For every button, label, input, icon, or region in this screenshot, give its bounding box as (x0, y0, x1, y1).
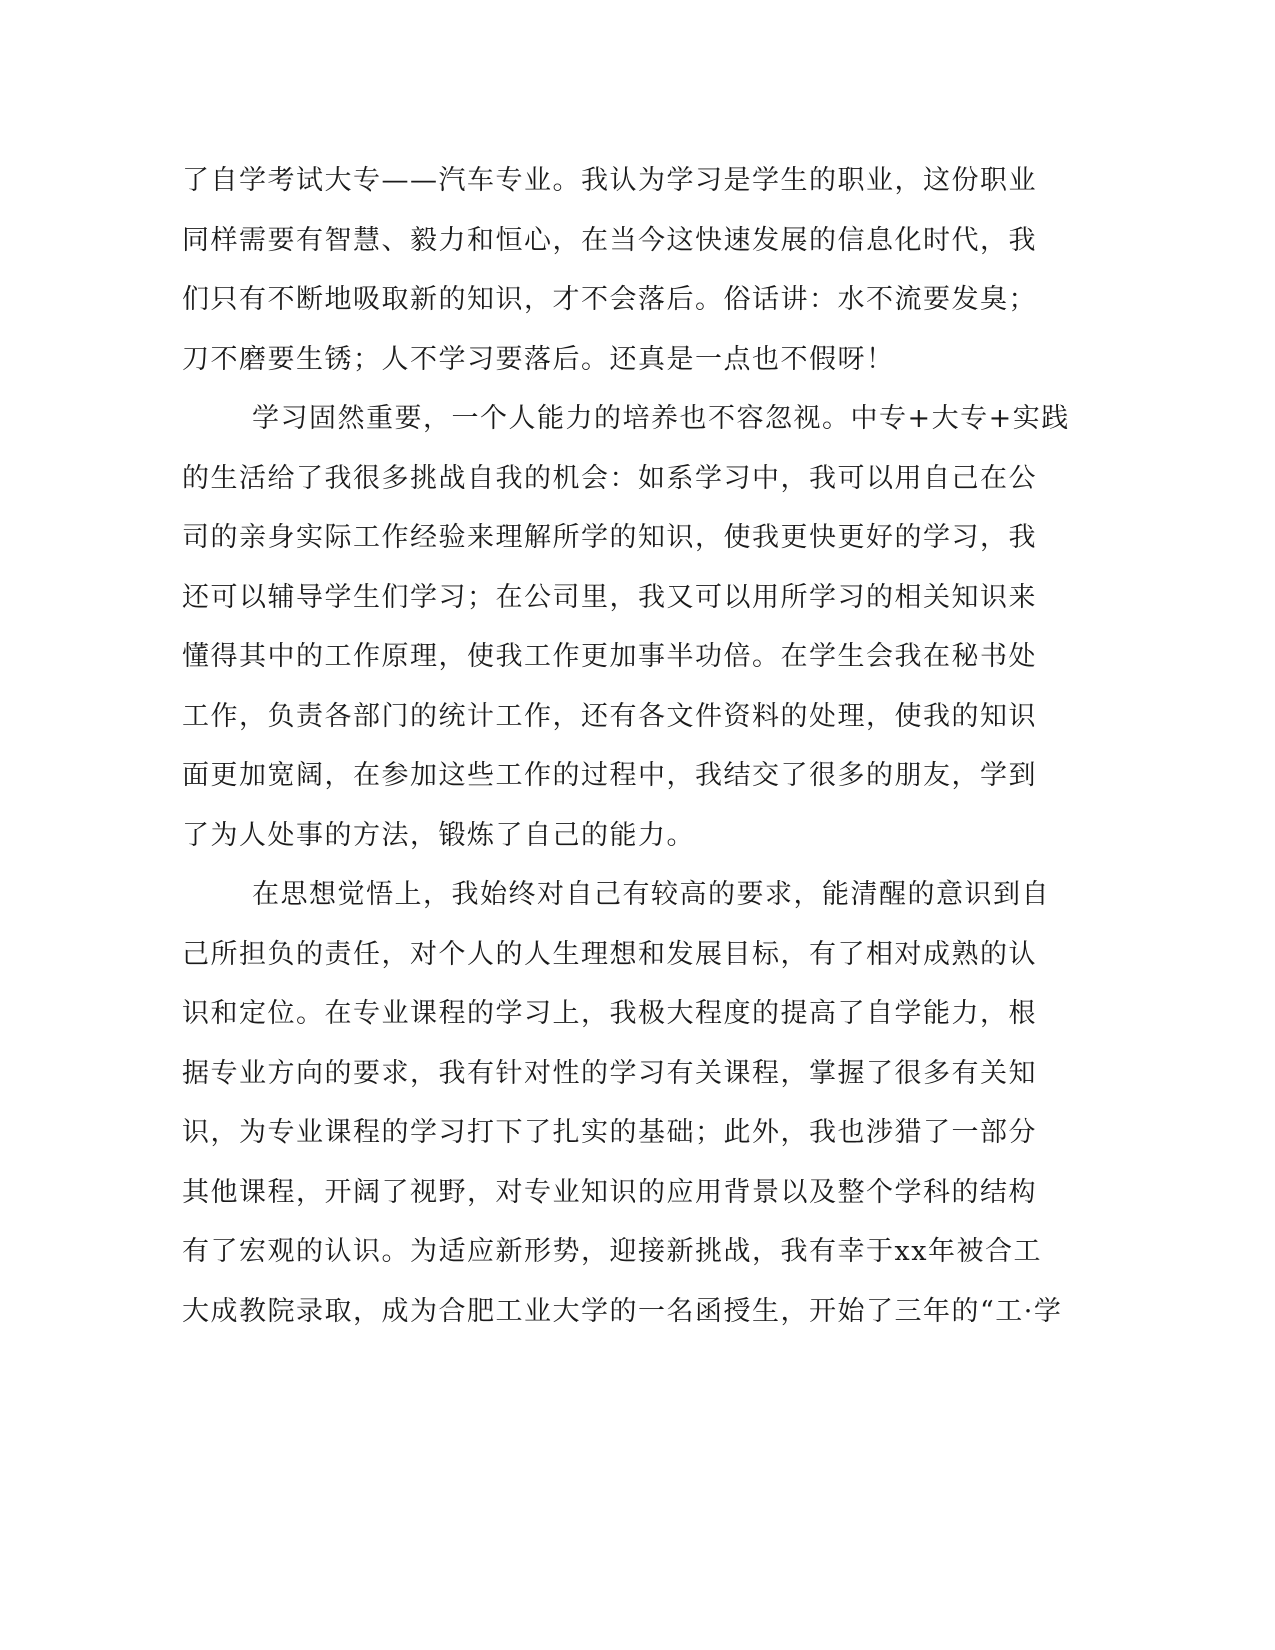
text-line: 己所担负的责任，对个人的人生理想和发展目标，有了相对成熟的认 (182, 938, 1037, 970)
text-line: 工作，负责各部门的统计工作，还有各文件资料的处理，使我的知识 (182, 700, 1037, 732)
text-line: 识和定位。在专业课程的学习上，我极大程度的提高了自学能力，根 (182, 998, 1037, 1029)
paragraph-first-line: 学习固然重要，一个人能力的培养也不容忽视。中专+大专+实践 (252, 403, 1070, 434)
text-line: 同样需要有智慧、毅力和恒心，在当今这快速发展的信息化时代，我 (182, 224, 1037, 256)
text-line: 司的亲身实际工作经验来理解所学的知识，使我更快更好的学习，我 (182, 522, 1037, 553)
text-line: 懂得其中的工作原理，使我工作更加事半功倍。在学生会我在秘书处 (182, 641, 1037, 672)
text-line: 刀不磨要生锈；人不学习要落后。还真是一点也不假呀！ (182, 343, 895, 375)
text-line: 了自学考试大专——汽车专业。我认为学习是学生的职业，这份职业 (182, 165, 1037, 196)
text-line: 面更加宽阔，在参加这些工作的过程中，我结交了很多的朋友，学到 (182, 760, 1037, 791)
text-line: 还可以辅导学生们学习；在公司里，我又可以用所学习的相关知识来 (182, 581, 1037, 613)
text-line: 据专业方向的要求，我有针对性的学习有关课程，掌握了很多有关知 (182, 1057, 1037, 1089)
text-line: 的生活给了我很多挑战自我的机会：如系学习中，我可以用自己在公 (182, 462, 1037, 494)
text-line: 大成教院录取，成为合肥工业大学的一名函授生，开始了三年的“工·学 (182, 1295, 1063, 1327)
text-line: 们只有不断地吸取新的知识，才不会落后。俗话讲：水不流要发臭； (182, 284, 1037, 315)
body-text (182, 151, 1070, 1341)
text-line: 了为人处事的方法，锻炼了自己的能力。 (182, 819, 695, 851)
text-line: 识，为专业课程的学习打下了扎实的基础；此外，我也涉猎了一部分 (182, 1117, 1037, 1148)
text-line: 其他课程，开阔了视野，对专业知识的应用背景以及整个学科的结构 (182, 1176, 1037, 1208)
paragraph-first-line: 在思想觉悟上，我始终对自己有较高的要求，能清醒的意识到自 (252, 879, 1050, 910)
text-line: 有了宏观的认识。为适应新形势，迎接新挑战，我有幸于xx年被合工 (182, 1236, 1042, 1267)
